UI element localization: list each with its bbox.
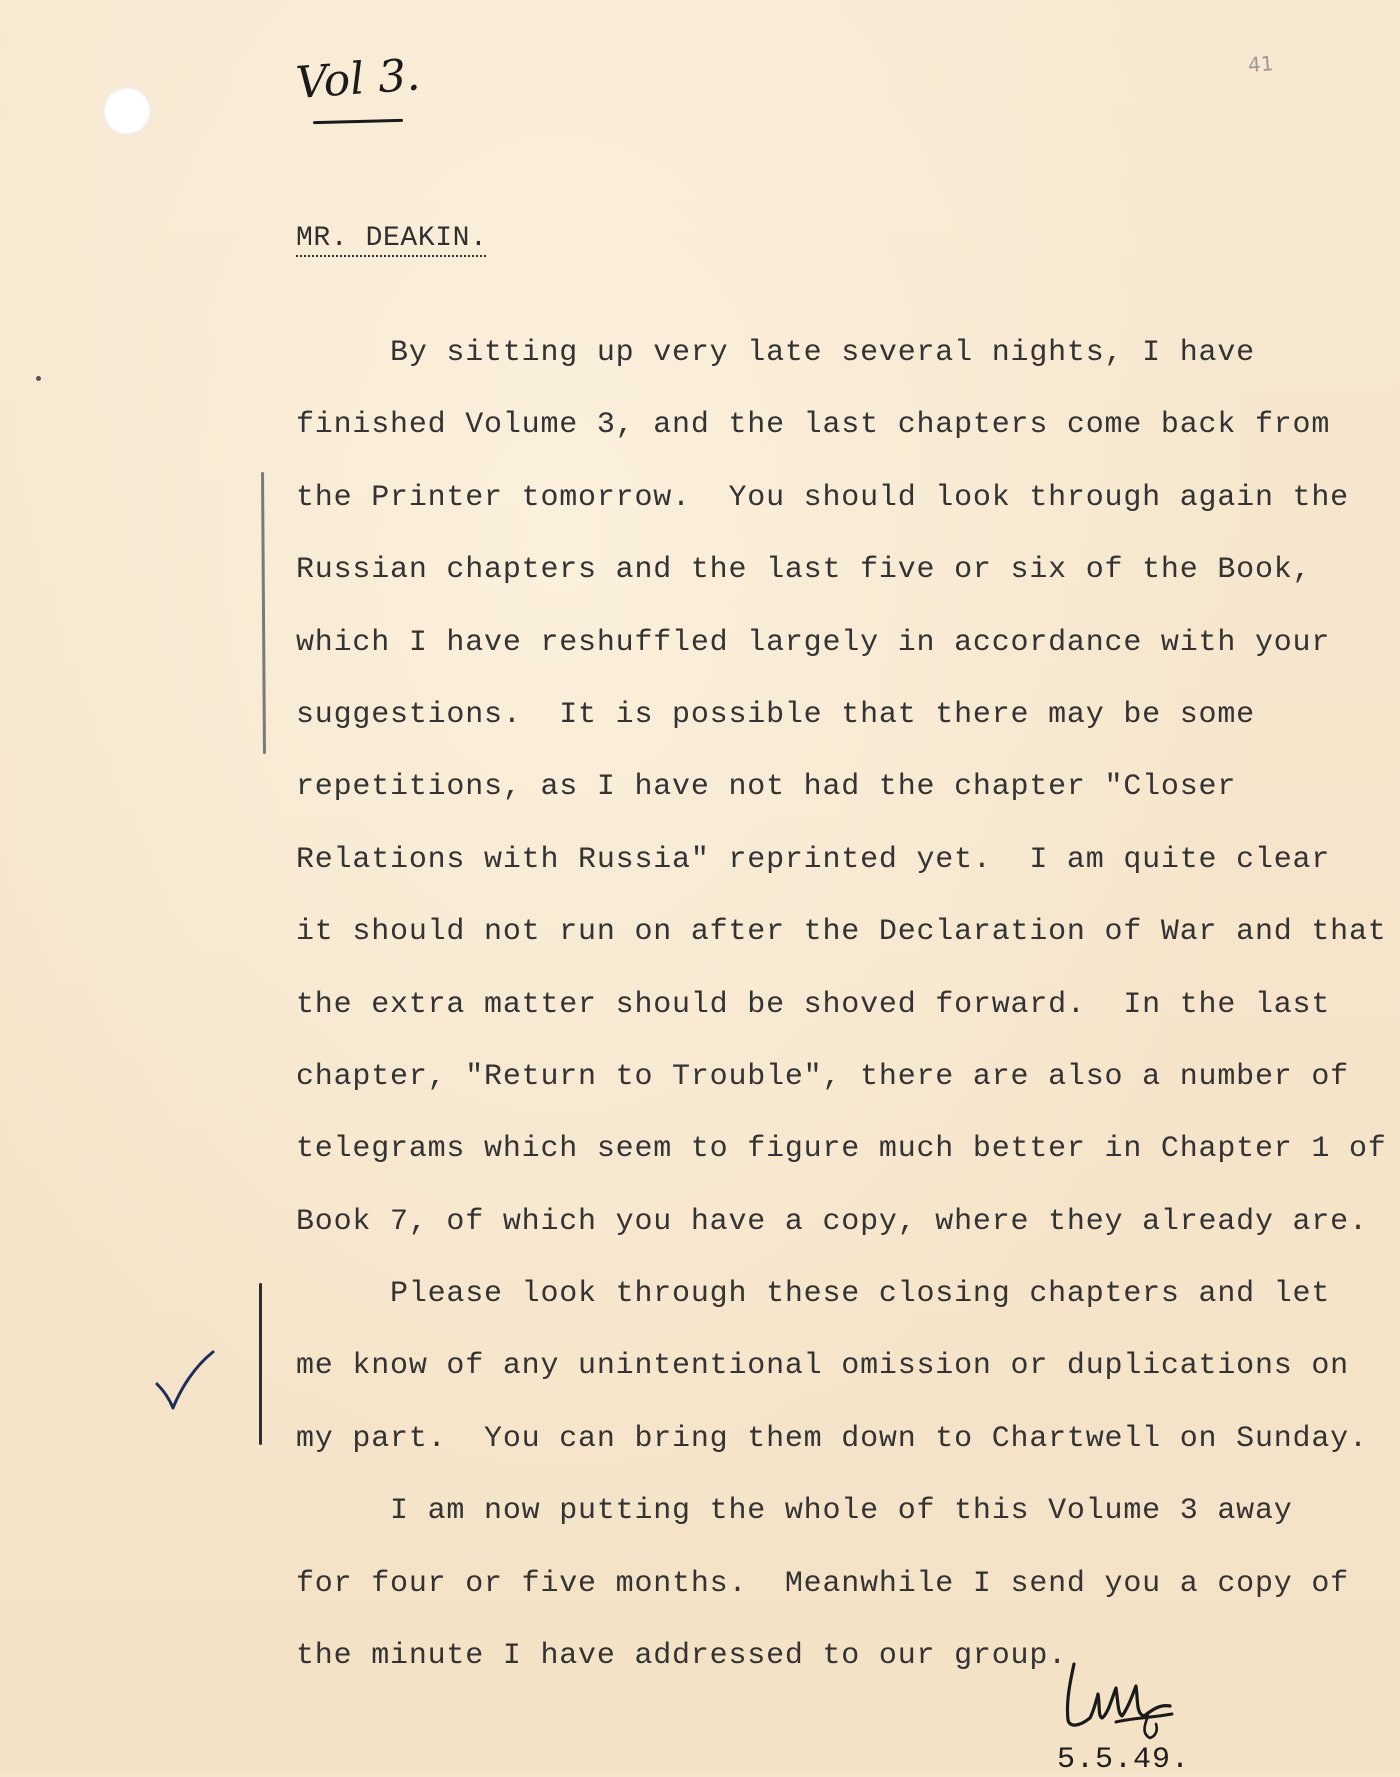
paper-speck bbox=[36, 376, 41, 381]
body-line: the Printer tomorrow. You should look through again the bbox=[296, 480, 1349, 515]
body-line: repetitions, as I have not had the chapter "Closer bbox=[296, 770, 1237, 805]
punch-hole bbox=[103, 87, 151, 135]
ink-margin-mark bbox=[259, 1283, 262, 1445]
body-line: suggestions. It is possible that there may be some bbox=[296, 697, 1255, 732]
signature-icon bbox=[1060, 1658, 1180, 1746]
body-line: By sitting up very late several nights, I have bbox=[296, 336, 1255, 370]
handwritten-date: 5.5.49. bbox=[1057, 1743, 1191, 1777]
body-line: Russian chapters and the last five or six of the Book, bbox=[296, 553, 1312, 588]
body-line: for four or five months. Meanwhile I send you a copy of bbox=[296, 1566, 1349, 1601]
pencil-margin-mark bbox=[261, 472, 266, 754]
body-line: which I have reshuffled largely in accordance with your bbox=[296, 625, 1331, 660]
checkmark-icon bbox=[155, 1348, 215, 1412]
addressee-heading: MR. DEAKIN. bbox=[296, 223, 488, 254]
body-line: it should not run on after the Declaration of War and that bbox=[296, 915, 1387, 950]
body-line: my part. You can bring them down to Chartwell on Sunday. bbox=[296, 1421, 1368, 1456]
body-line: me know of any unintentional omission or duplications on bbox=[296, 1349, 1349, 1384]
body-line: finished Volume 3, and the last chapters come back from bbox=[296, 408, 1331, 443]
body-line: the extra matter should be shoved forward. In the last bbox=[296, 987, 1331, 1022]
body-line: Please look through these closing chapters and let bbox=[296, 1277, 1331, 1312]
body-line: I am now putting the whole of this Volume 3 away bbox=[296, 1494, 1293, 1529]
handwritten-volume-note: Vol 3. bbox=[294, 49, 422, 109]
body-line: Relations with Russia" reprinted yet. I am quite clear bbox=[296, 842, 1331, 877]
memo-body bbox=[296, 317, 1386, 1692]
body-line: Book 7, of which you have a copy, where they already are. bbox=[296, 1204, 1368, 1239]
body-line: chapter, "Return to Trouble", there are also a number of bbox=[296, 1059, 1349, 1094]
body-line: telegrams which seem to figure much better in Chapter 1 of bbox=[296, 1132, 1387, 1167]
folio-number: 41 bbox=[1247, 51, 1275, 77]
body-line: the minute I have addressed to our group. bbox=[296, 1639, 1067, 1674]
volume-note-underline bbox=[313, 119, 403, 124]
